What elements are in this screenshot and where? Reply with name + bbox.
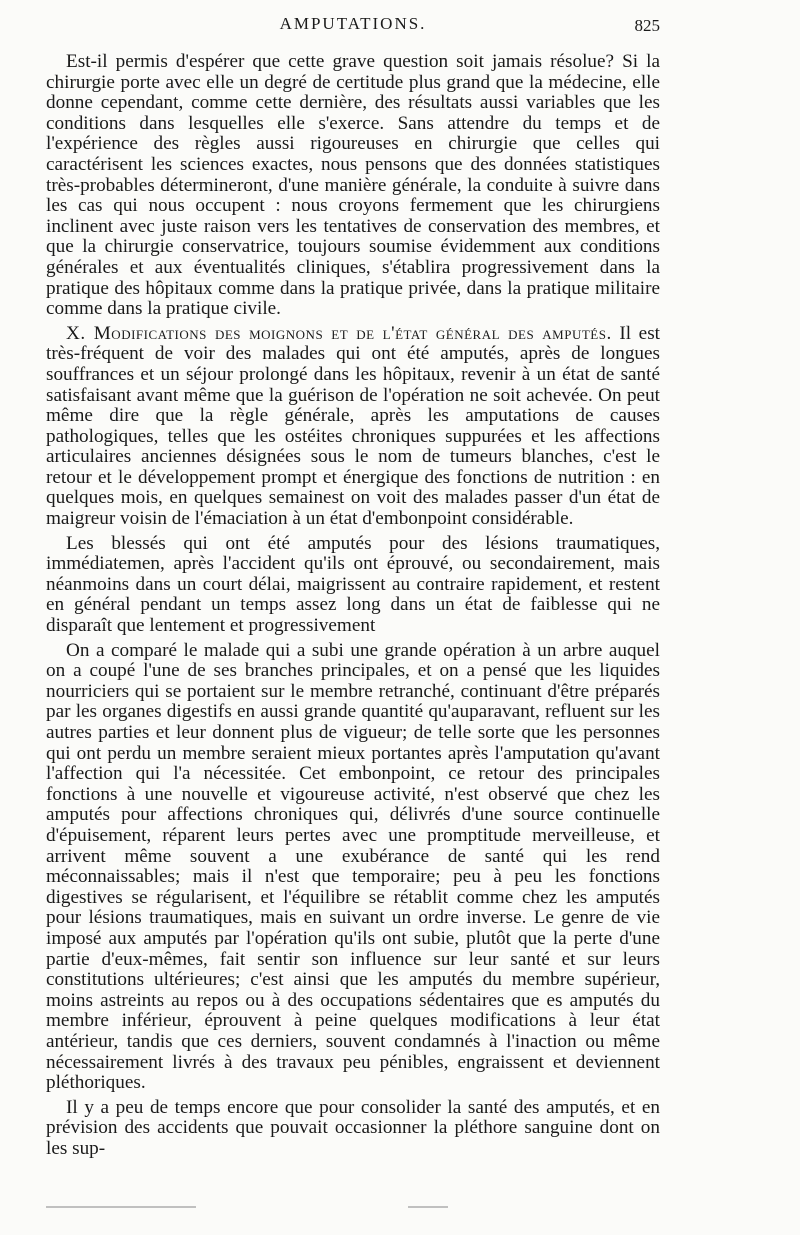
footer-print-marks <box>46 1206 660 1214</box>
paragraph-plethora: Il y a peu de temps encore que pour consolider la santé des amputés, et en prévision des accidents que pouvait occasionner la pléthore sanguine dont on les sup- <box>46 1096 660 1159</box>
footer-mark-left <box>46 1206 196 1208</box>
paragraph-tree-comparison: On a comparé le malade qui a subi une grande opération à un arbre auquel on a coupé l'une de ses branches principales, et on a pensé que les liquides nourriciers qui se portaient sur le membre retranché, continuant d'être préparés par les organes digestifs en aussi grande quantité qu'auparavant, refluent sur les autres parties et leur donnent plus de vigueur; de telle sorte que les personnes qui ont perdu un membre seraient mieux portantes après l'amputation qu'avant l'affection qui l'a nécessitée. Cet embonpoint, ce retour des principales fonctions à une nouvelle et vigoureuse activité, n'est observé que chez les amputés pour affections chroniques qui, délivrés d'une source continuelle d'épuisement, réparent leurs pertes avec une promptitude merveilleuse, et arrivent même souvent a une exubérance de santé qui les rend méconnaissables; mais il n'est que temporaire; peu à peu les fonctions digestives se régularisent, et l'équilibre se rétablit comme chez les amputés pour lésions traumatiques, mais en suivant un ordre inverse. Le genre de vie imposé aux amputés par l'opération qu'ils ont subie, plutôt que la perte d'une partie d'eux-mêmes, fait sentir son influence sur leur santé et sur leurs constitutions ultérieures; c'est ainsi que les amputés du membre supérieur, moins astreints au repos ou à des occupations sédentaires que es amputés du membre inférieur, éprouvent à peine quelques modifications à leur état antérieur, tandis que ces derniers, souvent condamnés à l'inaction ou même nécessairement livrés à des travaux peu pénibles, engraissent et deviennent pléthoriques. <box>46 639 660 1094</box>
body-text <box>46 52 660 1159</box>
page-number: 825 <box>634 16 660 35</box>
paragraph-traumatic: Les blessés qui ont été amputés pour des lésions traumatiques, immédiatemen, après l'accident qu'ils ont éprouvé, ou secondairement, mais néanmoins dans un court délai, maigrissent au contraire rapidement, et restent en général pendant un temps assez long dans un état de faiblesse qui ne disparaît que lentement et progressivement <box>46 532 660 637</box>
paragraph-conservation: Est-il permis d'espérer que cette grave question soit jamais résolue? Si la chirurgie porte avec elle un degré de certitude plus grand que la médecine, elle donne cependant, comme cette dernière, des résultats aussi variables que les conditions dans lesquelles elle s'exerce. Sans attendre du temps et de l'expérience des règles aussi rigoureuses en chirurgie que celles qui caractérisent les sciences exactes, nous pensons que des données statistiques très-probables détermineront, d'une manière générale, la conduite à suivre dans les cas qui nous occupent : nous croyons fermement que les chirurgiens inclinent avec juste raison vers les tentatives de conservation des membres, et que la chirurgie conservatrice, toujours soumise évidemment aux conditions générales et aux éventualités cliniques, s'établira progressivement dans la pratique des hôpitaux comme dans la pratique privée, dans la pratique militaire comme dans la pratique civile. <box>46 51 660 320</box>
section-body: Il est très-fréquent de voir des malades qui ont été amputés, après de longues souffrances et un séjour prolongé dans les hôpitaux, revenir à un état de santé satisfaisant avant même que la guérison de l'opération ne soit achevée. On peut même dire que la règle générale, après les amputations de causes pathologiques, telles que les ostéites chroniques suppurées et les affections articulaires anciennes désignées sous le nom de tumeurs blanches, c'est le retour et le développement prompt et énergique des fonctions de nutrition : en quelques mois, en quelques semainest on voit des malades passer d'un état de maigreur voisin de l'émaciation à un état d'embonpoint considérable. <box>46 322 660 530</box>
footer-mark-right <box>408 1206 448 1208</box>
running-header <box>46 14 660 40</box>
running-title: AMPUTATIONS. <box>279 14 427 33</box>
paragraph-section-x <box>46 324 660 530</box>
section-heading: X. Modifications des moignons et de l'état général des amputés. <box>66 322 612 344</box>
